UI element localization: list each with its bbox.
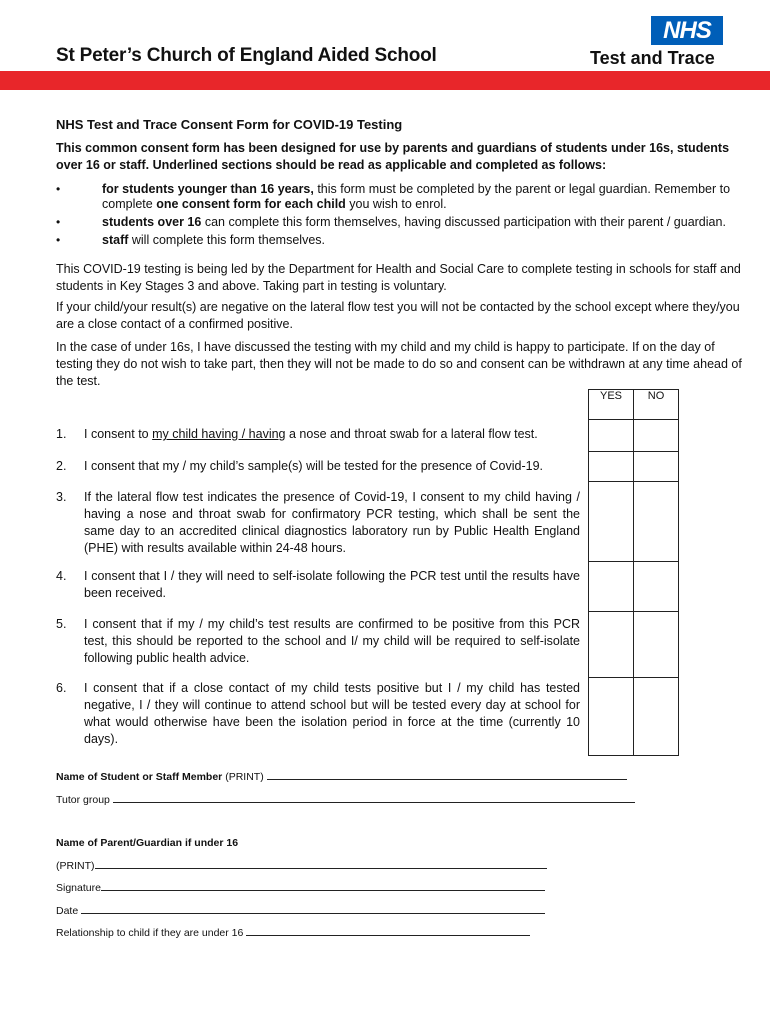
- consent-item-1: 1. I consent to my child having / having a nose and throat swab for a lateral flow test.: [56, 427, 538, 441]
- consent-item-3: 3. If the lateral flow test indicates the presence of Covid-19, I consent to my child having / having a nose and throat swab for confirmatory PCR testing, which shall be sent the same day to an accredited clinical diagnostics laboratory run by Public Health England (PHE) with results available within 24-48 hours.: [56, 490, 580, 555]
- no-header: NO: [634, 390, 679, 420]
- no-checkbox-1[interactable]: [634, 420, 679, 452]
- under-16-paragraph: In the case of under 16s, I have discussed the testing with my child and my child is happy to participate. If on the day of testing they do not wish to take part, then they will not be made to do so and consent can be withdrawn at any time ahead of the test.: [56, 340, 742, 388]
- consent-item-4: 4. I consent that I / they will need to self-isolate following the PCR test until the results have been received.: [56, 569, 580, 600]
- instruction-item: • staff will complete this form themselves.: [56, 233, 746, 248]
- signature-line[interactable]: [101, 880, 545, 891]
- testing-info-paragraph: This COVID-19 testing is being led by the Department for Health and Social Care to complete testing in schools for staff and students in Key Stages 3 and above. Taking part in testing is voluntary.: [56, 262, 741, 293]
- relationship-field: Relationship to child if they are under 16: [56, 925, 530, 939]
- form-title: NHS Test and Trace Consent Form for COVID-19 Testing: [56, 117, 403, 132]
- consent-table: [588, 389, 679, 756]
- consent-item-6: 6. I consent that if a close contact of my child tests positive but I / my child has tested negative, I / they will continue to attend school but will be tested every day at school for what would otherwise have been the isolation period in force at the time (currently 10 days).: [56, 681, 580, 746]
- yes-checkbox-1[interactable]: [589, 420, 634, 452]
- student-name-line[interactable]: [267, 769, 627, 780]
- no-checkbox-4[interactable]: [634, 562, 679, 612]
- form-intro: This common consent form has been designed for use by parents and guardians of students under 16s, students over 16 or staff. Underlined sections should be read as applicable and completed as follows:: [56, 141, 730, 172]
- consent-item-5: 5. I consent that if my / my child’s test results are confirmed to be positive from this PCR test, this should be reported to the school and I/ my child will be required to self-isolate following public health advice.: [56, 617, 580, 665]
- signature-field: Signature: [56, 880, 545, 894]
- instruction-item: • for students younger than 16 years, this form must be completed by the parent or legal guardian. Remember to complete one consent form for each child you wish to enrol.: [56, 182, 746, 212]
- yes-checkbox-6[interactable]: [589, 678, 634, 756]
- relationship-line[interactable]: [246, 925, 530, 936]
- yes-header: YES: [589, 390, 634, 420]
- instruction-item: • students over 16 can complete this form themselves, having discussed participation with their parent / guardian.: [56, 215, 746, 230]
- header-red-bar: [0, 71, 770, 90]
- parent-print-line[interactable]: [95, 858, 547, 869]
- tutor-group-field: Tutor group: [56, 792, 635, 806]
- no-checkbox-6[interactable]: [634, 678, 679, 756]
- no-checkbox-2[interactable]: [634, 452, 679, 482]
- parent-print-field: (PRINT): [56, 858, 547, 872]
- date-line[interactable]: [81, 903, 545, 914]
- school-name: St Peter’s Church of England Aided School: [56, 45, 437, 66]
- yes-checkbox-5[interactable]: [589, 612, 634, 678]
- nhs-logo-subtitle: Test and Trace: [590, 48, 715, 68]
- nhs-logo: NHS: [651, 16, 723, 45]
- consent-item-2: 2. I consent that my / my child’s sample(s) will be tested for the presence of Covid-19.: [56, 459, 543, 473]
- instructions-list: [56, 182, 746, 251]
- no-checkbox-5[interactable]: [634, 612, 679, 678]
- date-field: Date: [56, 903, 545, 917]
- yes-checkbox-3[interactable]: [589, 482, 634, 562]
- student-name-field: Name of Student or Staff Member (PRINT): [56, 769, 627, 783]
- yes-checkbox-4[interactable]: [589, 562, 634, 612]
- negative-result-paragraph: If your child/your result(s) are negative on the lateral flow test you will not be contacted by the school except where they/you are a close contact of a confirmed positive.: [56, 300, 740, 331]
- no-checkbox-3[interactable]: [634, 482, 679, 562]
- tutor-group-line[interactable]: [113, 792, 635, 803]
- parent-section-heading: Name of Parent/Guardian if under 16: [56, 837, 239, 849]
- yes-checkbox-2[interactable]: [589, 452, 634, 482]
